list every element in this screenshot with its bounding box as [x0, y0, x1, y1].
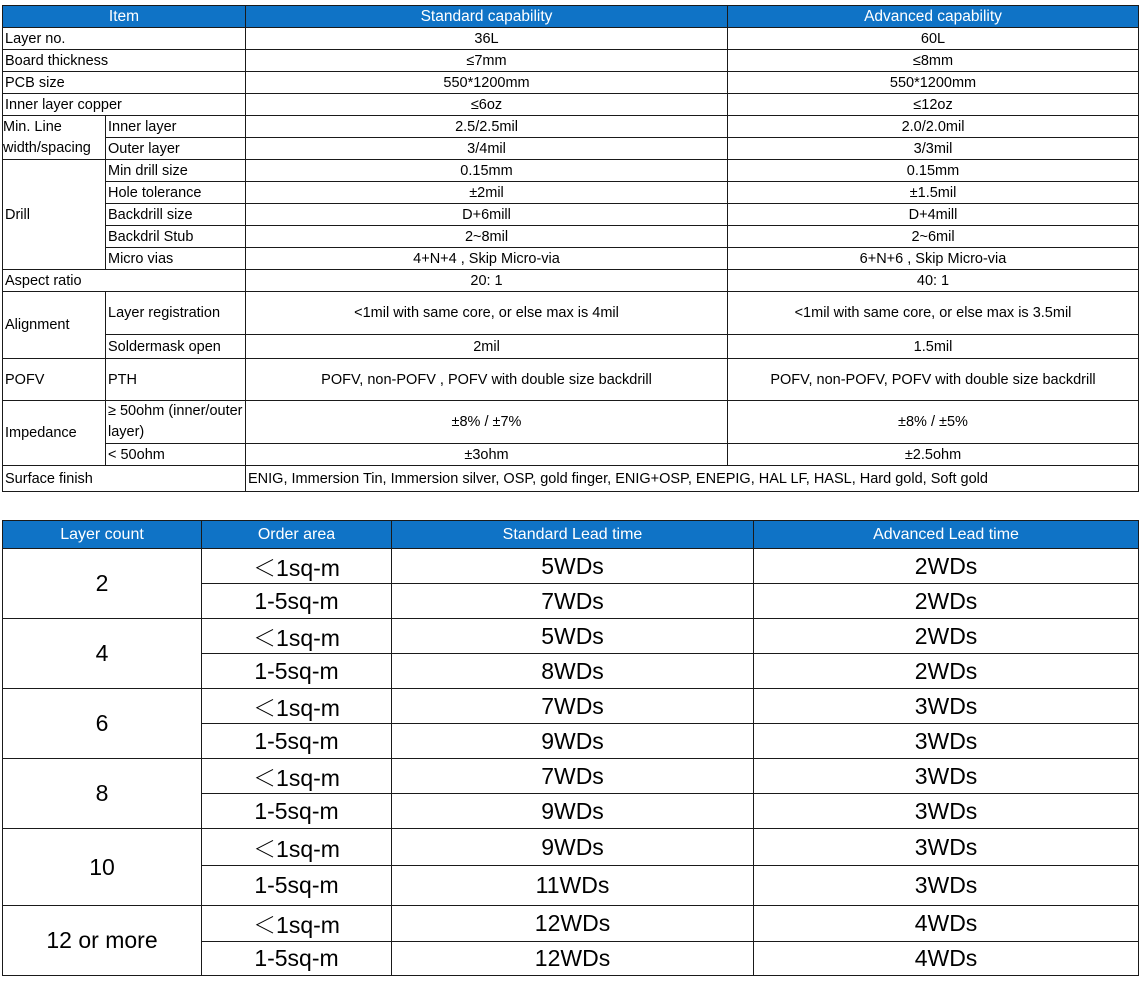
advanced-value: 0.15mm [728, 160, 1139, 182]
row-label: Surface finish [3, 466, 246, 492]
order-area: ＜1sq-m [202, 759, 392, 794]
table-row [3, 160, 1139, 182]
standard-value: ±8% / ±7% [246, 401, 728, 444]
header-item: Item [3, 6, 246, 28]
lead-time-table [2, 520, 1139, 976]
capability-header-row [3, 6, 1139, 28]
standard-lead-time: 5WDs [392, 549, 754, 584]
standard-lead-time: 7WDs [392, 689, 754, 724]
row-label: Inner layer [106, 116, 246, 138]
row-label: Backdril Stub [106, 226, 246, 248]
standard-lead-time: 11WDs [392, 866, 754, 906]
standard-lead-time: 9WDs [392, 829, 754, 866]
standard-lead-time: 9WDs [392, 794, 754, 829]
row-label: Soldermask open [106, 335, 246, 359]
advanced-lead-time: 3WDs [754, 866, 1139, 906]
standard-lead-time: 12WDs [392, 942, 754, 976]
header-standard-capability: Standard capability [246, 6, 728, 28]
lead-time-header-row [3, 521, 1139, 549]
advanced-value: ≤8mm [728, 50, 1139, 72]
table-row [3, 292, 1139, 335]
table-row [3, 829, 1139, 866]
header-standard-lead-time: Standard Lead time [392, 521, 754, 549]
order-area: 1-5sq-m [202, 794, 392, 829]
table-row [3, 72, 1139, 94]
layer-count: 6 [3, 689, 202, 759]
order-area: 1-5sq-m [202, 654, 392, 689]
table-row [3, 906, 1139, 942]
table-row [3, 204, 1139, 226]
standard-value: 2~8mil [246, 226, 728, 248]
standard-value: 550*1200mm [246, 72, 728, 94]
advanced-lead-time: 3WDs [754, 689, 1139, 724]
standard-value: 20: 1 [246, 270, 728, 292]
advanced-lead-time: 3WDs [754, 759, 1139, 794]
layer-count: 12 or more [3, 906, 202, 976]
table-row [3, 28, 1139, 50]
standard-value: D+6mill [246, 204, 728, 226]
table-row [3, 549, 1139, 584]
standard-value: 2mil [246, 335, 728, 359]
table-row [3, 335, 1139, 359]
order-area: ＜1sq-m [202, 549, 392, 584]
standard-value: ≤7mm [246, 50, 728, 72]
advanced-value: ±1.5mil [728, 182, 1139, 204]
order-area: 1-5sq-m [202, 866, 392, 906]
advanced-value: 60L [728, 28, 1139, 50]
table-row [3, 226, 1139, 248]
order-area: ＜1sq-m [202, 829, 392, 866]
table-row [3, 116, 1139, 138]
standard-value: POFV, non-POFV , POFV with double size backdrill [246, 359, 728, 401]
header-advanced-lead-time: Advanced Lead time [754, 521, 1139, 549]
standard-value: ±3ohm [246, 444, 728, 466]
standard-value: 3/4mil [246, 138, 728, 160]
row-label: Min drill size [106, 160, 246, 182]
table-row [3, 50, 1139, 72]
advanced-value: 6+N+6 , Skip Micro-via [728, 248, 1139, 270]
order-area: 1-5sq-m [202, 724, 392, 759]
advanced-value: 40: 1 [728, 270, 1139, 292]
header-advanced-capability: Advanced capability [728, 6, 1139, 28]
advanced-value: ±2.5ohm [728, 444, 1139, 466]
group-label: Drill [3, 160, 106, 270]
standard-value: 0.15mm [246, 160, 728, 182]
row-label: Inner layer copper [3, 94, 246, 116]
standard-value: 2.5/2.5mil [246, 116, 728, 138]
capability-table [2, 5, 1139, 492]
advanced-lead-time: 2WDs [754, 549, 1139, 584]
row-label: ≥ 50ohm (inner/outer layer) [106, 401, 246, 444]
advanced-lead-time: 4WDs [754, 906, 1139, 942]
table-row [3, 444, 1139, 466]
table-row [3, 138, 1139, 160]
group-label: Alignment [3, 292, 106, 359]
row-label: < 50ohm [106, 444, 246, 466]
table-row [3, 466, 1139, 492]
advanced-lead-time: 3WDs [754, 829, 1139, 866]
advanced-lead-time: 3WDs [754, 794, 1139, 829]
table-row [3, 759, 1139, 794]
group-label: POFV [3, 359, 106, 401]
table-row [3, 359, 1139, 401]
table-row [3, 689, 1139, 724]
advanced-lead-time: 2WDs [754, 584, 1139, 619]
advanced-lead-time: 3WDs [754, 724, 1139, 759]
advanced-value: ≤12oz [728, 94, 1139, 116]
standard-lead-time: 7WDs [392, 584, 754, 619]
table-row [3, 270, 1139, 292]
row-label: Layer registration [106, 292, 246, 335]
standard-value: 36L [246, 28, 728, 50]
row-label: Layer no. [3, 28, 246, 50]
row-label: Outer layer [106, 138, 246, 160]
advanced-lead-time: 4WDs [754, 942, 1139, 976]
advanced-lead-time: 2WDs [754, 619, 1139, 654]
advanced-value: D+4mill [728, 204, 1139, 226]
table-row [3, 182, 1139, 204]
row-label: Backdrill size [106, 204, 246, 226]
table-row [3, 94, 1139, 116]
standard-lead-time: 5WDs [392, 619, 754, 654]
standard-lead-time: 8WDs [392, 654, 754, 689]
advanced-value: 3/3mil [728, 138, 1139, 160]
table-row [3, 619, 1139, 654]
standard-value: ≤6oz [246, 94, 728, 116]
advanced-value: 2~6mil [728, 226, 1139, 248]
table-row [3, 248, 1139, 270]
order-area: ＜1sq-m [202, 619, 392, 654]
order-area: ＜1sq-m [202, 689, 392, 724]
table-row [3, 401, 1139, 444]
standard-lead-time: 12WDs [392, 906, 754, 942]
group-label: Impedance [3, 401, 106, 466]
order-area: 1-5sq-m [202, 942, 392, 976]
header-order-area: Order area [202, 521, 392, 549]
standard-value: 4+N+4 , Skip Micro-via [246, 248, 728, 270]
header-layer-count: Layer count [3, 521, 202, 549]
advanced-value: ±8% / ±5% [728, 401, 1139, 444]
row-label: Board thickness [3, 50, 246, 72]
group-label: Min. Line width/spacing [3, 116, 106, 160]
advanced-lead-time: 2WDs [754, 654, 1139, 689]
standard-lead-time: 7WDs [392, 759, 754, 794]
row-label: Hole tolerance [106, 182, 246, 204]
layer-count: 10 [3, 829, 202, 906]
standard-lead-time: 9WDs [392, 724, 754, 759]
advanced-value: 1.5mil [728, 335, 1139, 359]
advanced-value: <1mil with same core, or else max is 3.5mil [728, 292, 1139, 335]
layer-count: 8 [3, 759, 202, 829]
order-area: ＜1sq-m [202, 906, 392, 942]
layer-count: 4 [3, 619, 202, 689]
standard-value: <1mil with same core, or else max is 4mil [246, 292, 728, 335]
advanced-value: 550*1200mm [728, 72, 1139, 94]
layer-count: 2 [3, 549, 202, 619]
standard-value: ±2mil [246, 182, 728, 204]
advanced-value: 2.0/2.0mil [728, 116, 1139, 138]
row-label: PTH [106, 359, 246, 401]
row-label: Micro vias [106, 248, 246, 270]
advanced-value: POFV, non-POFV, POFV with double size backdrill [728, 359, 1139, 401]
order-area: 1-5sq-m [202, 584, 392, 619]
row-label: PCB size [3, 72, 246, 94]
row-label: Aspect ratio [3, 270, 246, 292]
surface-finish-value: ENIG, Immersion Tin, Immersion silver, OSP, gold finger, ENIG+OSP, ENEPIG, HAL LF, HASL, Hard gold, Soft gold [246, 466, 1139, 492]
